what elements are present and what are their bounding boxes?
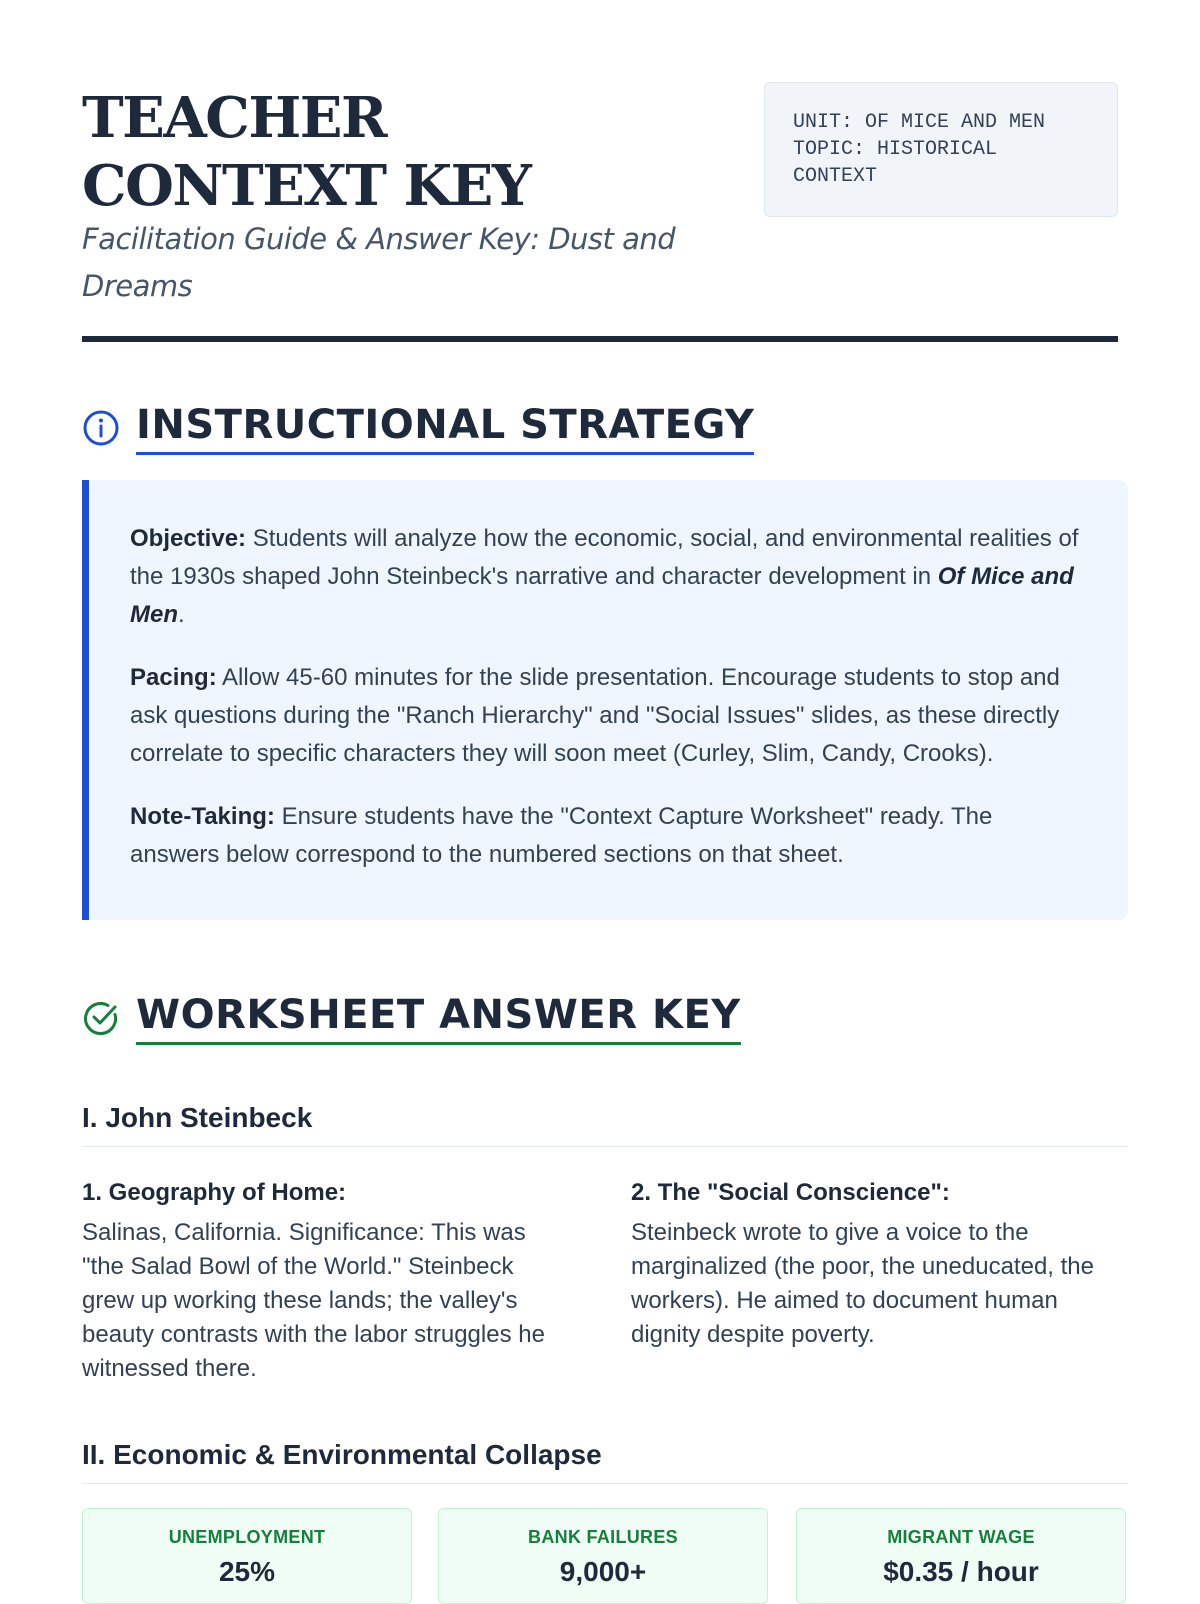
question-title: 1. Geography of Home: <box>82 1179 347 1206</box>
section-title: INSTRUCTIONAL STRATEGY <box>136 400 754 455</box>
worksheet-answer-key-heading <box>82 990 741 1045</box>
pacing-text: Allow 45-60 minutes for the slide presentation. Encourage students to stop and ask questions during the "Ranch Hierarchy" and "Social Issues" slides, as these directly correlate to specific characters they will soon meet (Curley, Slim, Candy, Crooks). <box>130 664 1060 767</box>
page-subtitle: Facilitation Guide & Answer Key: Dust and Dreams <box>82 222 676 303</box>
pacing-paragraph <box>130 659 1080 773</box>
unit-line: UNIT: OF MICE AND MEN <box>793 111 1046 134</box>
subsection-economic-collapse: II. Economic & Environmental Collapse <box>82 1437 1128 1484</box>
section-title: WORKSHEET ANSWER KEY <box>136 990 741 1045</box>
question-social-conscience <box>631 1176 1128 1352</box>
check-circle-icon <box>82 999 120 1037</box>
objective-end: . <box>178 601 185 628</box>
objective-text: Students will analyze how the economic, social, and environmental realities of the 1930s shaped John Steinbeck's narrative and character development in <box>130 525 1079 590</box>
topic-line: TOPIC: HISTORICAL CONTEXT <box>793 138 998 188</box>
objective-paragraph <box>130 520 1080 634</box>
stat-value: 9,000+ <box>559 1556 647 1587</box>
stat-label: BANK FAILURES <box>528 1527 678 1547</box>
question-geography <box>82 1176 562 1386</box>
question-answer: Salinas, California. Significance: This was "the Salad Bowl of the World." Steinbeck grew up working these lands; the valley's beauty contrasts with the labor struggles he witnessed there. <box>82 1219 545 1382</box>
note-taking-paragraph <box>130 798 1080 874</box>
subsection-john-steinbeck: I. John Steinbeck <box>82 1100 1128 1147</box>
header <box>82 0 1118 342</box>
stat-card-unemployment <box>82 1508 412 1604</box>
stat-label: MIGRANT WAGE <box>887 1527 1035 1547</box>
stat-value: 25% <box>218 1556 276 1587</box>
note-taking-label: Note-Taking: <box>130 803 275 830</box>
pacing-label: Pacing: <box>130 664 217 691</box>
stat-label: UNEMPLOYMENT <box>168 1527 326 1547</box>
unit-info-box <box>764 82 1118 217</box>
note-taking-text: Ensure students have the "Context Capture Worksheet" ready. The answers below correspond to the numbered sections on that sheet. <box>130 803 993 868</box>
instructional-strategy-heading <box>82 400 754 455</box>
header-divider <box>82 336 1118 342</box>
question-answer: Steinbeck wrote to give a voice to the marginalized (the poor, the uneducated, the workers). He aimed to document human dignity despite poverty. <box>631 1219 1094 1348</box>
info-icon <box>82 409 120 447</box>
page-title: TEACHER CONTEXT KEY <box>82 85 531 219</box>
objective-label: Objective: <box>130 525 247 552</box>
stat-card-migrant-wage <box>796 1508 1126 1604</box>
stat-card-bank-failures <box>438 1508 768 1604</box>
question-title: 2. The "Social Conscience": <box>631 1179 950 1206</box>
book-title: Of Mice and Men <box>130 563 1074 628</box>
stat-value: $0.35 / hour <box>883 1556 1039 1587</box>
strategy-callout <box>82 480 1128 920</box>
